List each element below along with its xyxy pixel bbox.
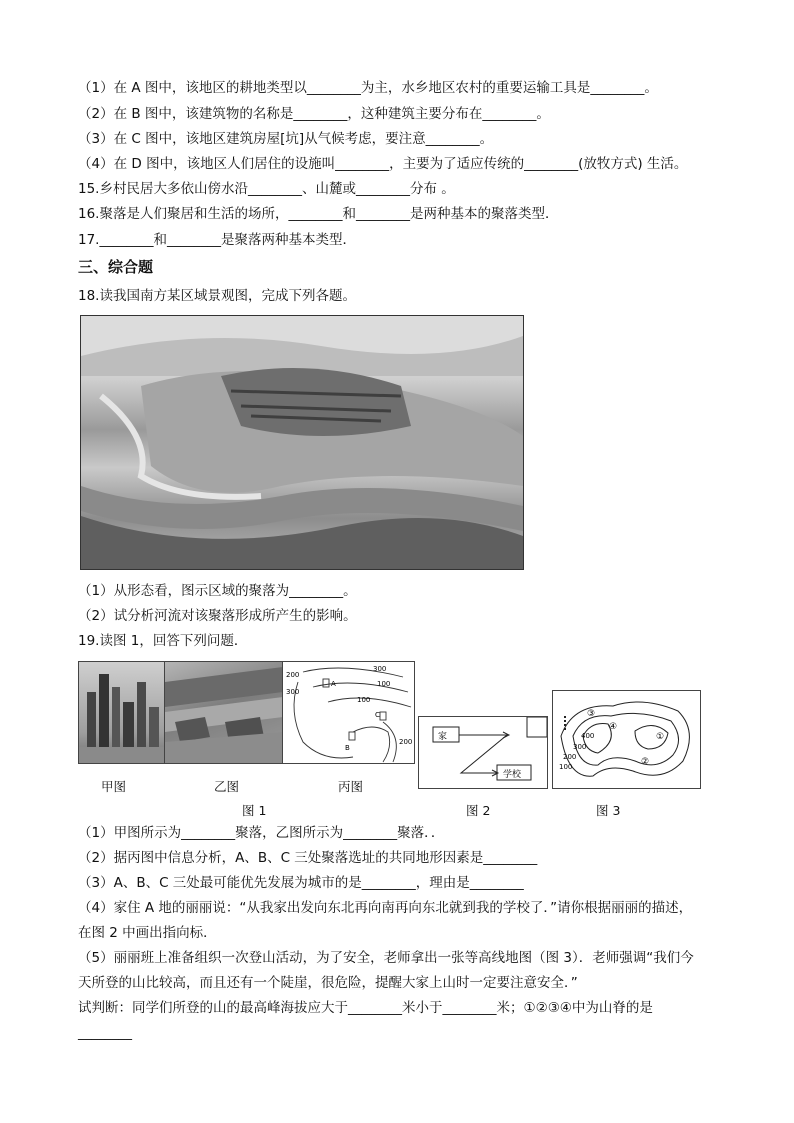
bing-label-300b: 300 xyxy=(286,688,300,696)
question-14-part-2: （2）在 B 图中，该建筑物的名称是________，这种建筑主要分布在________。 xyxy=(78,106,550,122)
city-photo xyxy=(78,661,166,764)
fig3-label-200: 200 xyxy=(563,753,577,761)
question-17: 17.________和________是聚落两种基本类型． xyxy=(78,232,356,248)
bing-label-100a: 100 xyxy=(377,680,391,688)
contour-map-fig3 xyxy=(552,690,701,789)
question-19-part-4-line-1: （4）家住 A 地的丽丽说：“从我家出发向东北再向南再向东北就到我的学校了．”请你根据丽丽的描述， xyxy=(78,900,693,916)
caption-figure-3: 图 3 xyxy=(596,803,621,818)
fig3-label-100: 100 xyxy=(559,763,573,771)
caption-yi: 乙图 xyxy=(214,779,240,794)
route-drawing xyxy=(419,717,547,788)
question-16: 16.聚落是人们聚居和生活的场所，________和________是两种基本的聚落类型． xyxy=(78,206,559,222)
bing-label-200b: 200 xyxy=(399,738,413,746)
bing-settlement-a: A xyxy=(331,680,336,688)
village-photo-drawing xyxy=(81,316,523,569)
fig3-marker-3: ③ xyxy=(587,709,596,719)
home-label: 家 xyxy=(438,732,448,742)
caption-bing: 丙图 xyxy=(338,779,364,794)
question-19-part-5-line-1: （5）丽丽班上准备组织一次登山活动，为了安全，老师拿出一张等高线地图（图 3）．老师强调“我们今 xyxy=(78,950,694,966)
fig3-marker-2: ② xyxy=(641,757,650,767)
bing-settlement-c: C xyxy=(375,711,380,719)
contour-map-bing xyxy=(282,661,415,764)
question-19-part-1: （1）甲图所示为________聚落，乙图所示为________聚落．． xyxy=(78,825,445,841)
question-14-part-4: （4）在 D 图中，该地区人们居住的设施叫________，主要为了适应传统的________(放牧方式) 生活。 xyxy=(78,156,688,172)
question-19-part-5-line-2: 天所登的山比较高，而且还有一个陡崖，很危险，提醒大家上山时一定要注意安全．” xyxy=(78,975,578,991)
question-19-stem: 19.读图 1，回答下列问题． xyxy=(78,633,248,649)
bing-label-300: 300 xyxy=(373,665,387,673)
question-18-stem: 18.读我国南方某区域景观图，完成下列各题。 xyxy=(78,288,356,304)
question-18-part-2: （2）试分析河流对该聚落形成所产生的影响。 xyxy=(78,608,357,624)
question-15: 15.乡村民居大多依山傍水沿________、山麓或________分布 。 xyxy=(78,181,455,197)
fig3-contours xyxy=(553,691,700,788)
question-19-part-2: （2）据丙图中信息分析，A、B、C 三处聚落选址的共同地形因素是________ xyxy=(78,850,538,866)
question-19-part-3: （3）A、B、C 三处最可能优先发展为城市的是________，理由是________ xyxy=(78,875,524,891)
fig3-label-400: 400 xyxy=(581,732,595,740)
question-14-part-3: （3）在 C 图中，该地区建筑房屋[坑]从气候考虑，要注意________。 xyxy=(78,131,494,147)
skyline-drawing xyxy=(79,662,165,763)
school-label: 学校 xyxy=(503,770,522,780)
fig3-marker-4: ④ xyxy=(609,722,618,732)
rural-drawing xyxy=(165,662,283,763)
rural-photo xyxy=(164,661,284,764)
village-landscape-photo xyxy=(80,315,524,570)
question-19-part-4-line-2: 在图 2 中画出指向标． xyxy=(78,925,217,941)
question-19-part-5-line-3: 试判断：同学们所登的山的最高峰海拔应大于________米小于________米；①②③④中为山脊的是 xyxy=(78,1000,653,1016)
bing-label-200: 200 xyxy=(286,671,300,679)
bing-contours xyxy=(283,662,414,763)
fig3-label-300: 300 xyxy=(573,743,587,751)
question-14-part-1: （1）在 A 图中，该地区的耕地类型以________为主，水乡地区农村的重要运输工具是________。 xyxy=(78,80,658,96)
section-heading-comprehensive: 三、综合题 xyxy=(78,258,154,276)
bing-settlement-b: B xyxy=(345,744,350,752)
caption-figure-2: 图 2 xyxy=(466,803,491,818)
fig3-marker-1: ① xyxy=(656,732,665,742)
caption-figure-1: 图 1 xyxy=(242,803,267,818)
question-18-part-1: （1）从形态看，图示区域的聚落为________。 xyxy=(78,583,357,599)
route-diagram xyxy=(418,716,548,789)
bing-label-100b: 100 xyxy=(357,696,371,704)
caption-jia: 甲图 xyxy=(101,779,127,794)
question-19-part-5-line-4: ________ xyxy=(78,1025,132,1041)
